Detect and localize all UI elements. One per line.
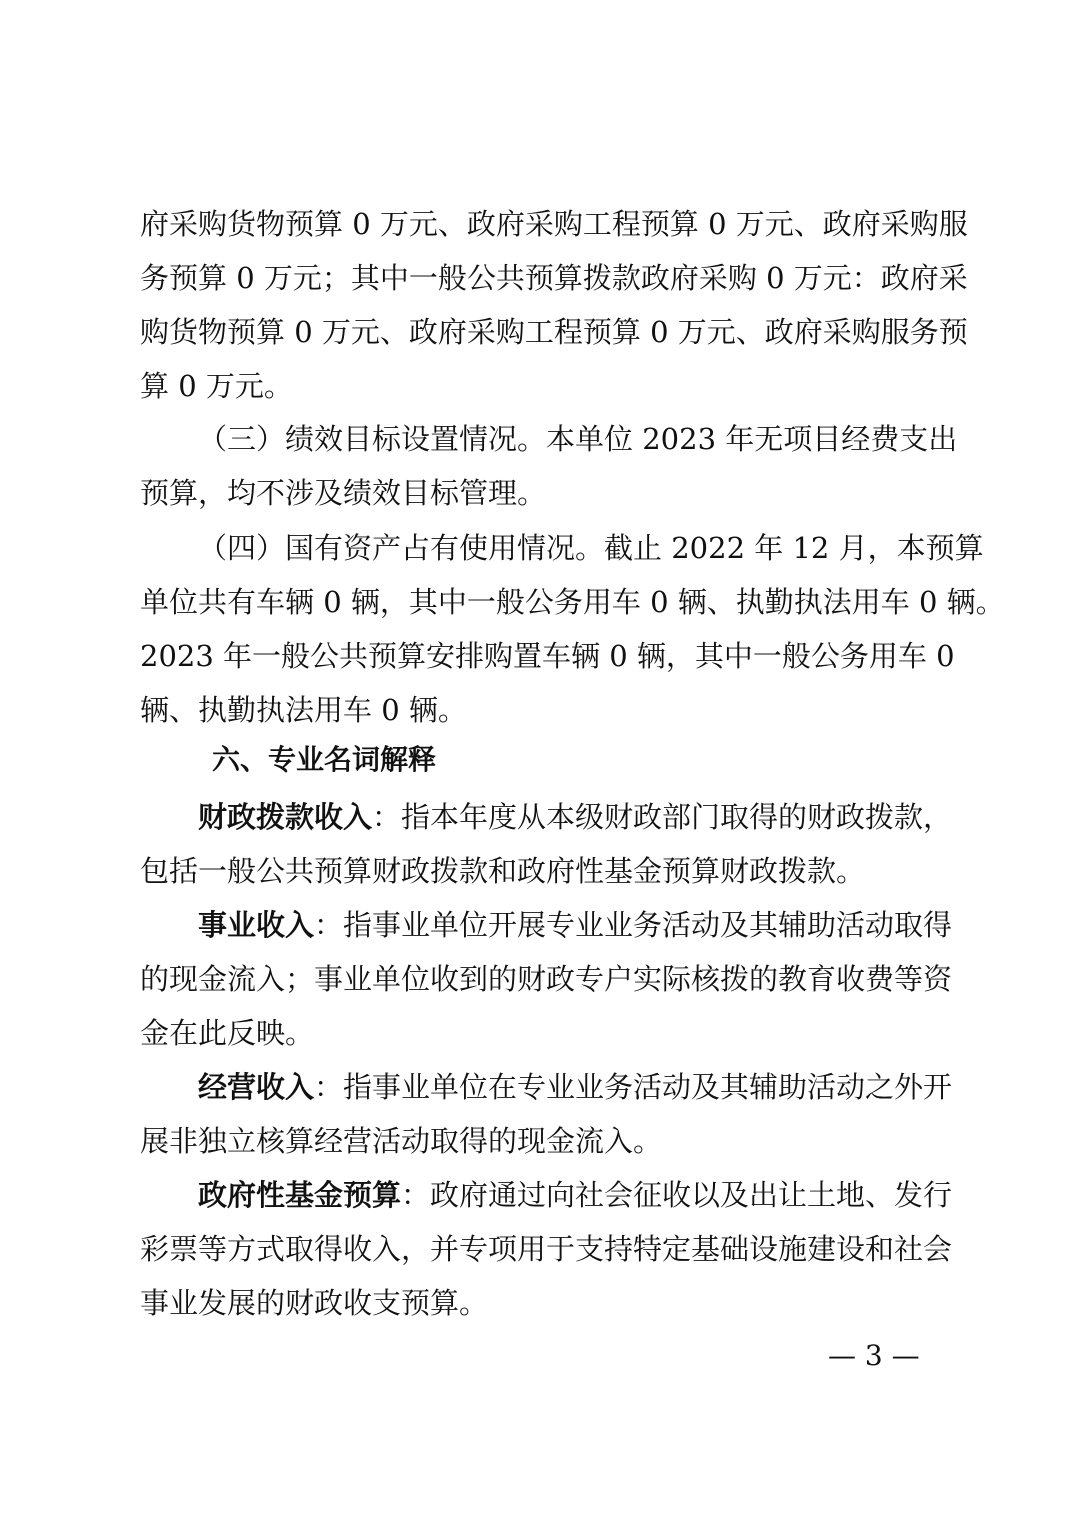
body-text-line: 预算，均不涉及绩效目标管理。 [140, 476, 547, 510]
definition-government-fund-budget [198, 1175, 953, 1215]
definition-text: ：指事业单位开展专业业务活动及其辅助活动取得 [314, 908, 953, 942]
term-label: 财政拨款收入 [198, 800, 373, 834]
body-text-line: 府采购货物预算 0 万元、政府采购工程预算 0 万元、政府采购服 [140, 207, 968, 241]
paragraph-performance-goals: （三）绩效目标设置情况。本单位 2023 年无项目经费支出 [198, 422, 958, 456]
section-heading: 六、专业名词解释 [212, 743, 437, 776]
body-text-line: 彩票等方式取得收入，并专项用于支持特定基础设施建设和社会 [140, 1232, 953, 1266]
definition-text: ：指本年度从本级财政部门取得的财政拨款， [372, 800, 953, 834]
definition-operating-income [198, 1067, 953, 1107]
body-text-line: 展非独立核算经营活动取得的现金流入。 [140, 1124, 663, 1158]
body-text-line: 包括一般公共预算财政拨款和政府性基金预算财政拨款。 [140, 854, 866, 888]
body-text-line: 购货物预算 0 万元、政府采购工程预算 0 万元、政府采购服务预 [140, 315, 968, 349]
term-label: 经营收入 [198, 1070, 315, 1104]
page-number: — 3 — [828, 1339, 920, 1372]
definition-business-income [198, 905, 953, 945]
body-text-line: 2023 年一般公共预算安排购置车辆 0 辆，其中一般公务用车 0 [140, 639, 955, 673]
definition-fiscal-appropriation [198, 797, 953, 837]
body-text-line: 事业发展的财政收支预算。 [140, 1286, 489, 1320]
definition-text: ：指事业单位在专业业务活动及其辅助活动之外开 [314, 1070, 953, 1104]
body-text-line: 金在此反映。 [140, 1016, 315, 1050]
body-text-line: 的现金流入；事业单位收到的财政专户实际核拨的教育收费等资 [140, 962, 953, 996]
term-label: 事业收入 [198, 908, 315, 942]
body-text-line: 务预算 0 万元；其中一般公共预算拨款政府采购 0 万元：政府采 [140, 261, 968, 295]
body-text-line: 辆、执勤执法用车 0 辆。 [140, 693, 467, 727]
term-label: 政府性基金预算 [198, 1178, 402, 1212]
definition-text: ：政府通过向社会征收以及出让土地、发行 [401, 1178, 953, 1212]
body-text-line: 单位共有车辆 0 辆，其中一般公务用车 0 辆、执勤执法用车 0 辆。 [140, 585, 1005, 619]
body-text-line: 算 0 万元。 [140, 369, 293, 403]
paragraph-state-assets: （四）国有资产占有使用情况。截止 2022 年 12 月，本预算 [198, 531, 984, 565]
